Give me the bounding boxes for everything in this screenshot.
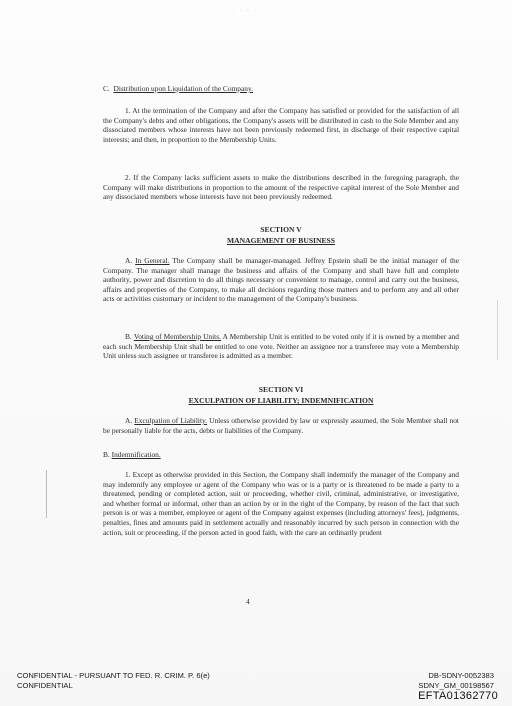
- section-v-number: SECTION V: [260, 225, 302, 234]
- section-v-title: MANAGEMENT OF BUSINESS: [226, 236, 336, 245]
- sdny-gm-id: SDNY_GM_00198567: [418, 681, 494, 690]
- section-v-paragraph-b: [103, 332, 459, 361]
- section-vi-a-title: Exculpation of Liability.: [134, 416, 208, 425]
- confidential-label: CONFIDENTIAL: [17, 681, 73, 690]
- section-c-title: Distribution upon Liquidation of the Company.: [113, 84, 254, 93]
- section-v-b-label: B.: [125, 332, 132, 341]
- section-v-a-label: A.: [125, 256, 133, 265]
- document-ids: [418, 671, 494, 691]
- confidential-notice: CONFIDENTIAL - PURSUANT TO FED. R. CRIM. P. 6(e): [17, 671, 210, 680]
- margin-scan-line: [46, 470, 47, 518]
- section-vi-number: SECTION VI: [258, 385, 304, 394]
- section-c-heading: [103, 84, 253, 94]
- section-v-a-body: The Company shall be manager-managed. Jeffrey Epstein shall be the initial manager of the Company. The manager shall manage the business and affairs of the Company and shall have full and complete authority, power and discretion to do all things necessary or convenient to manage, control and carry out the business, affairs and properties of the Company, to make all decisions regarding those matters and to perform any and all other acts or activities customary or incident to the management of the Company's business.: [103, 256, 459, 304]
- bates-number: EFTA01362770: [418, 690, 498, 702]
- db-sdny-id: DB-SDNY-0052383: [428, 671, 494, 680]
- section-vi-b-label: B.: [103, 450, 110, 459]
- section-vi-paragraph-a: [103, 416, 459, 435]
- section-vi-a-label: A.: [125, 416, 133, 425]
- section-vi-a-body: Unless otherwise provided by law or expressly assumed, the Sole Member shall not be personally liable for the acts, debts or liabilities of the Company.: [103, 416, 459, 435]
- section-vi-b-title: Indemnification.: [111, 450, 161, 459]
- section-c-label: C.: [103, 84, 110, 93]
- top-scan-mark: · · · ·: [232, 8, 259, 14]
- section-v-paragraph-a: [103, 256, 459, 304]
- section-v-a-title: In General.: [135, 256, 170, 265]
- page-number: 4: [246, 597, 250, 606]
- section-v-b-title: Voting of Membership Units.: [133, 332, 221, 341]
- section-vi-b-paragraph-1: 1. Except as otherwise provided in this Section, the Company shall indemnify the manager of the Company and may indemnify any employee or agent of the Company who was or is a party or is threatened to be made a party to a threatened, pending or completed action, suit or proceeding, whether civil, criminal, administrative, or investigative, and whether formal or informal, other than an action by or in the right of the Company, by reason of the fact that such person is or was a member, employee or agent of the Company against expenses (including attorneys' fees), judgments, penalties, fines and amounts paid in settlement actually and reasonably incurred by such person in connection with the action, suit or proceeding, if the person acted in good faith, with the care an ordinarily prudent: [103, 470, 459, 537]
- section-c-paragraph-1: 1. At the termination of the Company and after the Company has satisfied or provided for the satisfaction of all the Company's debts and other obligations, the Company's assets will be distributed in cash to the Sole Member and any dissociated members whose interests have not been previously redeemed first, in discharge of their respective capital interests; and then, in proportion to the Membership Units.: [103, 106, 459, 144]
- confidentiality-footer: [17, 671, 210, 691]
- section-v-b-body: A Membership Unit is entitled to be voted only if it is owned by a member and each such Membership Unit shall be entitled to one vote. Neither an assignee nor a transferee may vote a Membership Unit unless such assignee or transferee is admitted as a member.: [103, 332, 459, 361]
- section-c-paragraph-2: 2. If the Company lacks sufficient assets to make the distributions described in the foregoing paragraph, the Company will make distributions in proportion to the amount of the respective capital interest of the Sole Member and any dissociated members whose interests have not been previously redeemed.: [103, 173, 459, 202]
- section-vi-b-heading: [103, 450, 161, 460]
- section-vi-title: EXCULPATION OF LIABILITY; INDEMNIFICATION: [188, 396, 374, 405]
- margin-scan-line: [497, 300, 498, 360]
